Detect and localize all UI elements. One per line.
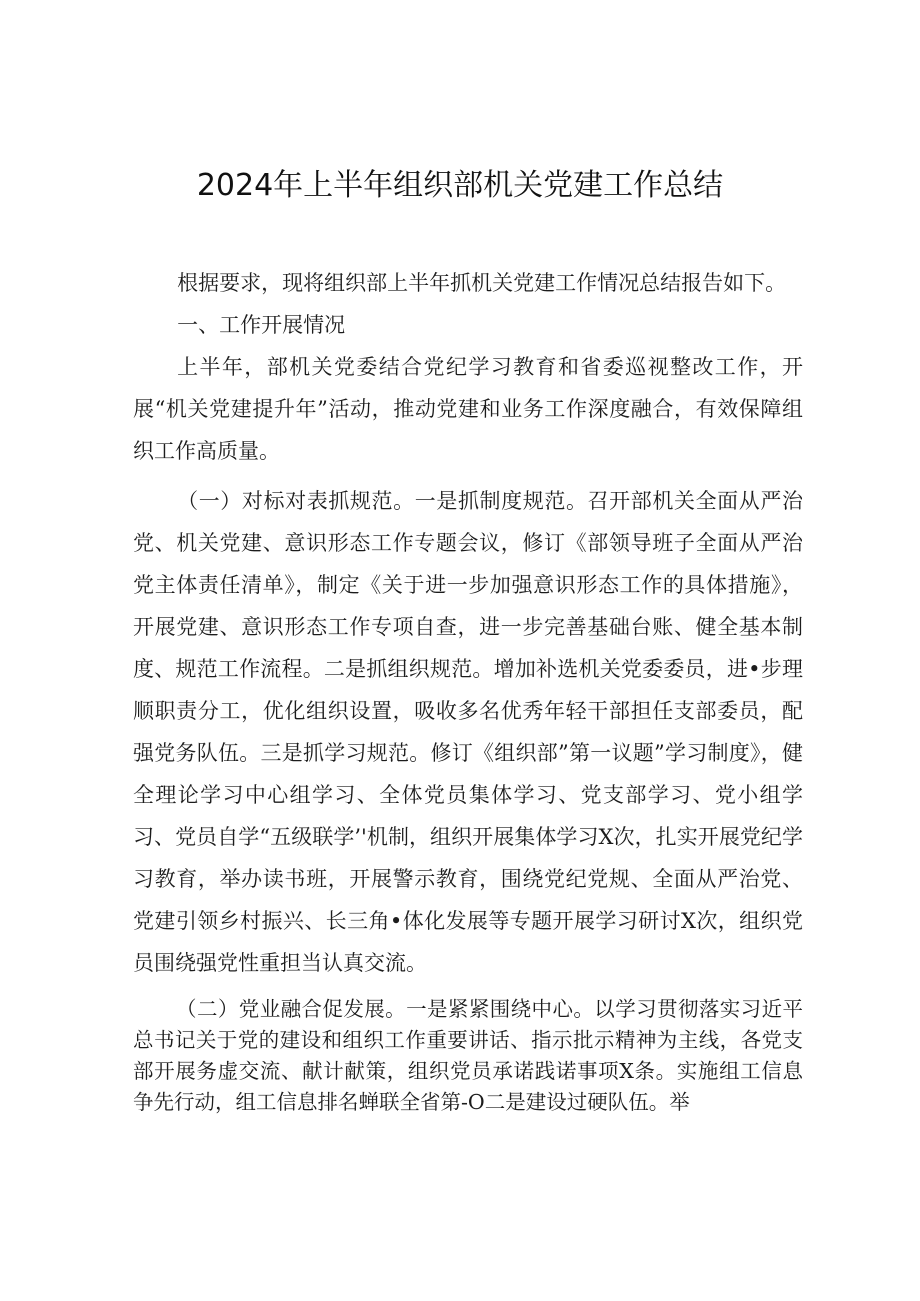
subsection-1-paragraph: （一）对标对表抓规范。一是抓制度规范。召开部机关全面从严治党、机关党建、意识形态工作专题会议，修订《部领导班子全面从严治党主体责任清单》，制定《关于进一步加强意识形态工作的具体措施》，开展党建、意识形态工作专项自查，进一步完善基础台账、健全基本制度、规范工作流程。二是抓组织规范。增加补选机关党委委员，进•步理顺职责分工，优化组织设置，吸收多名优秀年轻干部担任支部委员，配强党务队伍。三是抓学习规范。修订《组织部”第一议题”学习制度》，健全理论学习中心组学习、全体党员集体学习、党支部学习、党小组学习、党员自学“五级联学’'机制，组织开展集体学习X次，扎实开展党纪学习教育，举办读书班，开展警示教育，围绕党纪党规、全面从严治党、党建引领乡村振兴、长三角•体化发展等专题开展学习研讨X次，组织党员围绕强党性重担当认真交流。	[133, 489, 803, 975]
document-title: 2024年上半年组织部机关党建工作总结	[196, 168, 724, 203]
intro-paragraph: 根据要求，现将组织部上半年抓机关党建工作情况总结报告如下。	[177, 271, 787, 295]
subsection-2-paragraph: （二）党业融合促发展。一是紧紧围绕中心。以学习贯彻落实习近平总书记关于党的建设和组织工作重要讲话、指示批示精神为主线，各党支部开展务虚交流、献计献策，组织党员承诺践诺事项X条。实施组工信息争先行动，组工信息排名蝉联全省第-O二是建设过硬队伍。举	[133, 997, 803, 1114]
document-body	[133, 262, 803, 1118]
section-heading: 一、工作开展情况	[177, 313, 346, 337]
overview-paragraph: 上半年，部机关党委结合党纪学习教育和省委巡视整改工作，开展“机关党建提升年”活动，推动党建和业务工作深度融合，有效保障组织工作高质量。	[133, 355, 803, 463]
